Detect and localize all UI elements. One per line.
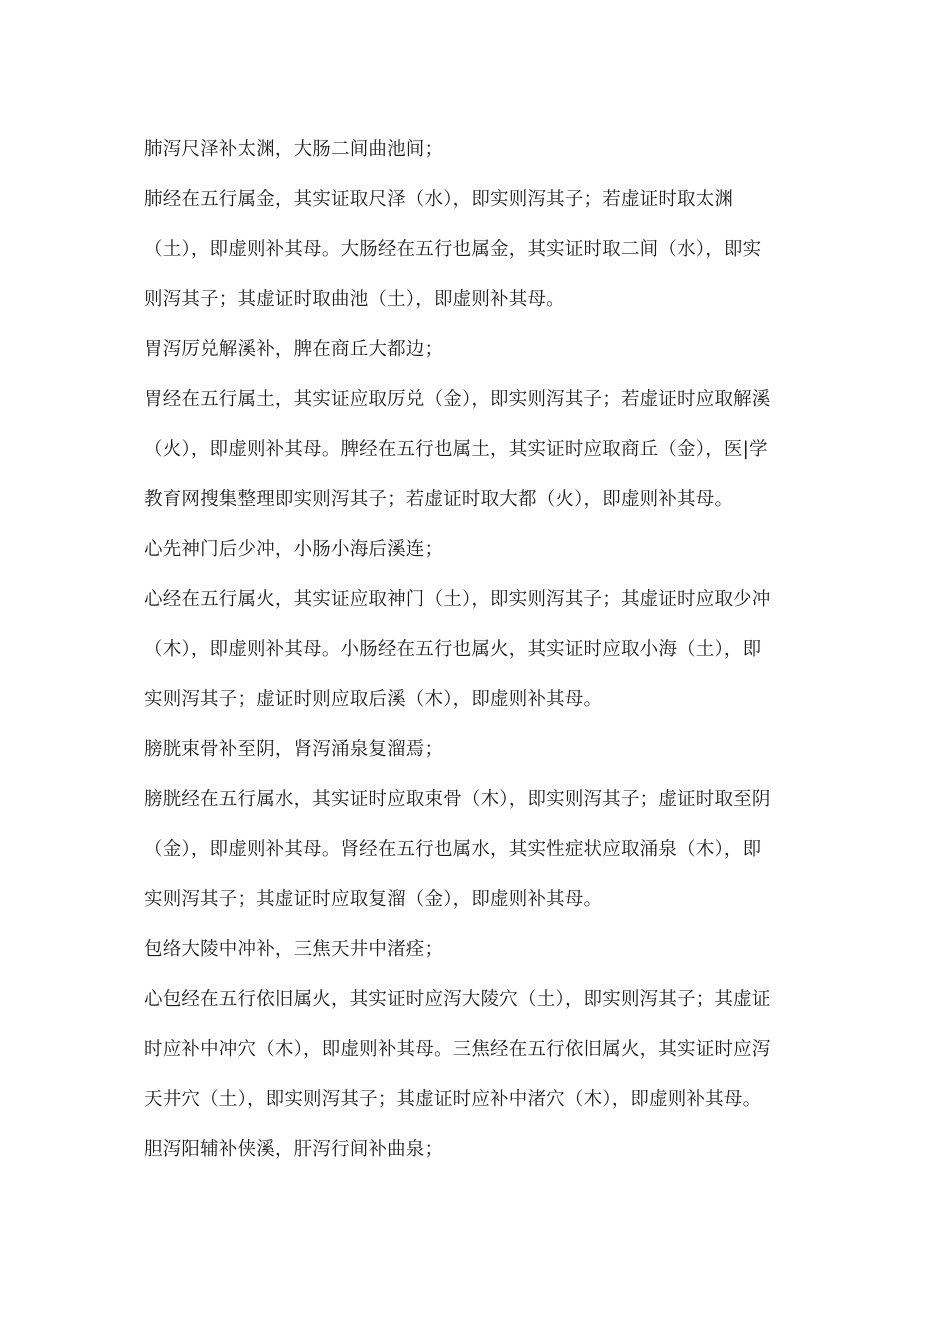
verse-lung-large-intestine: 肺泻尺泽补太渊，大肠二间曲池间； [144, 139, 444, 160]
text-line: 时应补中冲穴（木），即虚则补其母。三焦经在五行依旧属火，其实证时应泻 [144, 1039, 771, 1060]
text-line: 实则泻其子；其虚证时应取复溜（金），即虚则补其母。 [144, 889, 603, 910]
text-line: 教育网搜集整理即实则泻其子；若虚证时取大都（火），即虚则补其母。 [144, 489, 734, 510]
text-line: 肺经在五行属金，其实证取尺泽（水），即实则泻其子；若虚证时取太渊 [144, 189, 734, 210]
verse-stomach-spleen: 胃泻厉兑解溪补，脾在商丘大都边； [144, 339, 444, 360]
verse-bladder-kidney: 膀胱束骨补至阴，肾泻涌泉复溜焉； [144, 739, 444, 760]
text-line: 则泻其子；其虚证时取曲池（土），即虚则补其母。 [144, 289, 565, 310]
verse-heart-small-intestine: 心先神门后少冲，小肠小海后溪连； [144, 539, 444, 560]
text-line: （土），即虚则补其母。大肠经在五行也属金，其实证时取二间（水），即实 [144, 239, 762, 260]
text-line: 心包经在五行依旧属火，其实证时应泻大陵穴（土），即实则泻其子；其虚证 [144, 989, 771, 1010]
text-line: 胃经在五行属土，其实证应取厉兑（金），即实则泻其子；若虚证时应取解溪 [144, 389, 771, 410]
text-line: （木），即虚则补其母。小肠经在五行也属火，其实证时应取小海（土），即 [144, 639, 762, 660]
text-line: （火），即虚则补其母。脾经在五行也属土，其实证时应取商丘（金），医|学 [144, 439, 768, 460]
text-line: （金），即虚则补其母。肾经在五行也属水，其实性症状应取涌泉（木），即 [144, 839, 762, 860]
verse-pericardium-sanjiao: 包络大陵中冲补，三焦天井中渚痊； [144, 939, 444, 960]
text-line: 心经在五行属火，其实证应取神门（土），即实则泻其子；其虚证时应取少冲 [144, 589, 771, 610]
text-line: 膀胱经在五行属水，其实证时应取束骨（木），即实则泻其子；虚证时取至阴 [144, 789, 771, 810]
verse-gallbladder-liver: 胆泻阳辅补侠溪，肝泻行间补曲泉； [144, 1139, 444, 1160]
text-line: 实则泻其子；虚证时则应取后溪（木），即虚则补其母。 [144, 689, 603, 710]
text-line: 天井穴（土），即实则泻其子；其虚证时应补中渚穴（木），即虚则补其母。 [144, 1089, 762, 1110]
